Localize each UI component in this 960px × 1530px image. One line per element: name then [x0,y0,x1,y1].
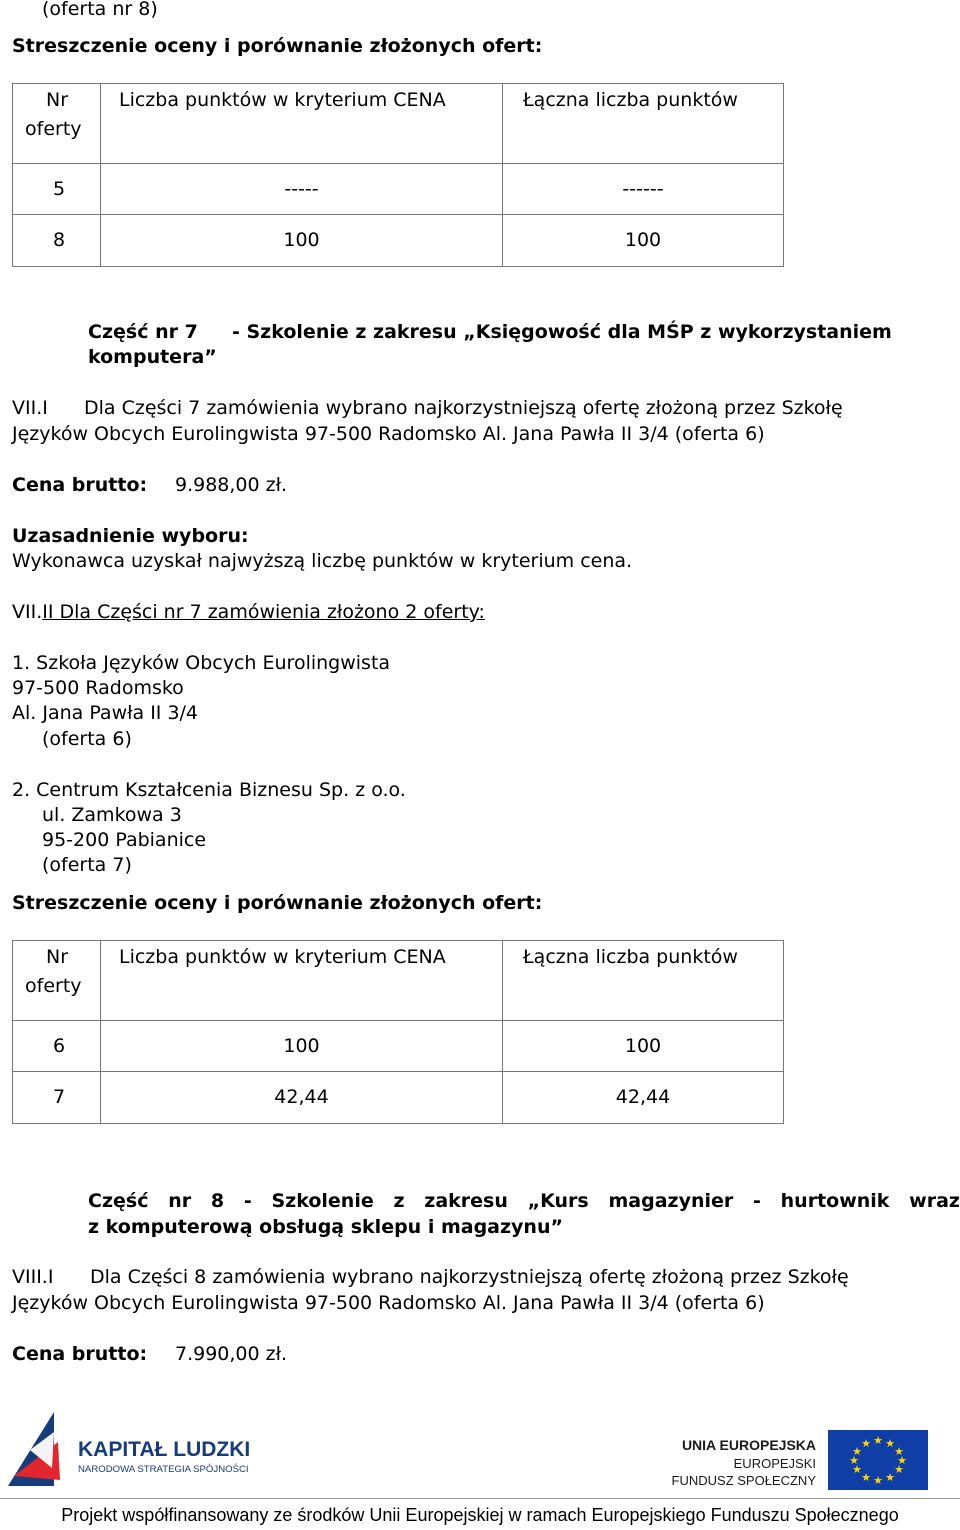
kl-logo-title: KAPITAŁ LUDZKI [78,1438,251,1461]
header-total-points: Łączna liczba punktów [503,941,784,1021]
table-header-row [13,84,784,164]
cell-total-points: ------ [503,164,784,215]
ue-efs-logo [672,1428,932,1497]
part7-justification-label: Uzasadnienie wyboru: [12,525,249,547]
table-row [13,215,784,267]
offer1-number: (oferta 6) [42,728,132,750]
part7-price-value: 9.988,00 zł. [175,474,288,496]
part7-title-number: Część nr 7 [88,321,198,343]
table-row [13,164,784,215]
summary-heading-2: Streszczenie oceny i porównanie złożonych ofert: [12,892,543,914]
header-total-points: Łączna liczba punktów [503,84,784,164]
kl-logo-subtitle: NARODOWA STRATEGIA SPÓJNOŚCI [78,1464,249,1475]
svg-text:★: ★ [885,1437,895,1450]
part8-title: Część nr 8 - Szkolenie z zakresu „Kurs magazynier - hurtownik wraz [88,1190,960,1212]
cell-points-cena: 42,44 [101,1072,503,1124]
header-offer-number [13,84,101,164]
part7-offers-count-text: II Dla Części nr 7 zamówienia złożono 2 oferty: [42,601,485,623]
part7-choice-number: VII.I [12,397,48,419]
part7-price-label: Cena brutto: [12,474,148,496]
cell-offer-number: 8 [13,215,101,267]
part7-choice-text: Dla Części 7 zamówienia wybrano najkorzystniejszą ofertę złożoną przez Szkołę [84,397,843,419]
summary-heading-1: Streszczenie oceny i porównanie złożonych ofert: [12,35,543,57]
table-header-row [13,941,784,1021]
cell-total-points: 100 [503,1021,784,1072]
svg-text:★: ★ [885,1471,895,1484]
svg-text:★: ★ [873,1474,883,1487]
cell-offer-number: 7 [13,1072,101,1124]
offer1-postcode: 97-500 Radomsko [12,677,184,699]
svg-text:★: ★ [861,1437,871,1450]
svg-text:★: ★ [861,1471,871,1484]
part7-title-continued: komputera” [88,346,217,368]
part8-choice-text: Dla Części 8 zamówienia wybrano najkorzystniejszą ofertę złożoną przez Szkołę [90,1266,849,1288]
svg-text:★: ★ [894,1445,904,1458]
cell-points-cena: ----- [101,164,503,215]
svg-text:★: ★ [873,1434,883,1447]
part8-price-value: 7.990,00 zł. [175,1343,288,1365]
header-nr: Nr [46,89,69,111]
svg-text:★: ★ [897,1454,907,1467]
cell-points-cena: 100 [101,215,503,267]
svg-text:★: ★ [894,1463,904,1476]
cell-total-points: 42,44 [503,1072,784,1124]
kapital-ludzki-logo [8,1412,268,1497]
part7-choice-text-continued: Języków Obcych Eurolingwista 97-500 Radomsko Al. Jana Pawła II 3/4 (oferta 6) [12,423,765,445]
svg-text:★: ★ [849,1454,859,1467]
cell-offer-number: 5 [13,164,101,215]
footer-divider [0,1498,960,1499]
offer2-name: 2. Centrum Kształcenia Biznesu Sp. z o.o. [12,779,406,801]
header-oferty: oferty [25,975,82,997]
offer2-street: ul. Zamkowa 3 [42,804,182,826]
part8-title-continued: z komputerową obsługą sklepu i magazynu” [88,1216,563,1238]
offer1-street: Al. Jana Pawła II 3/4 [12,702,199,724]
footer-cofinancing-note: Projekt współfinansowany ze środków Unii Europejskiej w ramach Europejskiego Funduszu Społecznego [61,1505,899,1525]
cell-total-points: 100 [503,215,784,267]
header-oferty: oferty [25,118,82,140]
ue-logo-line3: FUNDUSZ SPOŁECZNY [672,1473,816,1488]
header-offer-number [13,941,101,1021]
header-points-cena: Liczba punktów w kryterium CENA [101,941,503,1021]
part8-choice-number: VIII.I [12,1266,54,1288]
offer2-postcode: 95-200 Pabianice [42,829,207,851]
header-nr: Nr [46,946,69,968]
comparison-table-2 [12,940,784,1124]
cell-points-cena: 100 [101,1021,503,1072]
ue-logo-line1: UNIA EUROPEJSKA [681,1437,816,1453]
previous-offer-reference: (oferta nr 8) [42,0,158,20]
table-row [13,1021,784,1072]
part7-offers-count-prefix: VII. [12,601,43,623]
cell-offer-number: 6 [13,1021,101,1072]
svg-text:★: ★ [852,1445,862,1458]
header-points-cena: Liczba punktów w kryterium CENA [101,84,503,164]
part7-justification-text: Wykonawca uzyskał najwyższą liczbę punktów w kryterium cena. [12,550,633,572]
offer2-number: (oferta 7) [42,854,132,876]
part8-choice-text-continued: Języków Obcych Eurolingwista 97-500 Radomsko Al. Jana Pawła II 3/4 (oferta 6) [12,1292,765,1314]
part7-offers-count [12,600,485,624]
svg-text:★: ★ [852,1463,862,1476]
table-row [13,1072,784,1124]
comparison-table-1 [12,83,784,267]
offer1-name: 1. Szkoła Języków Obcych Eurolingwista [12,652,391,674]
ue-logo-line2: EUROPEJSKI [733,1456,816,1471]
part7-title-subject: - Szkolenie z zakresu „Księgowość dla MŚP z wykorzystaniem [232,321,892,343]
part8-price-label: Cena brutto: [12,1343,148,1365]
